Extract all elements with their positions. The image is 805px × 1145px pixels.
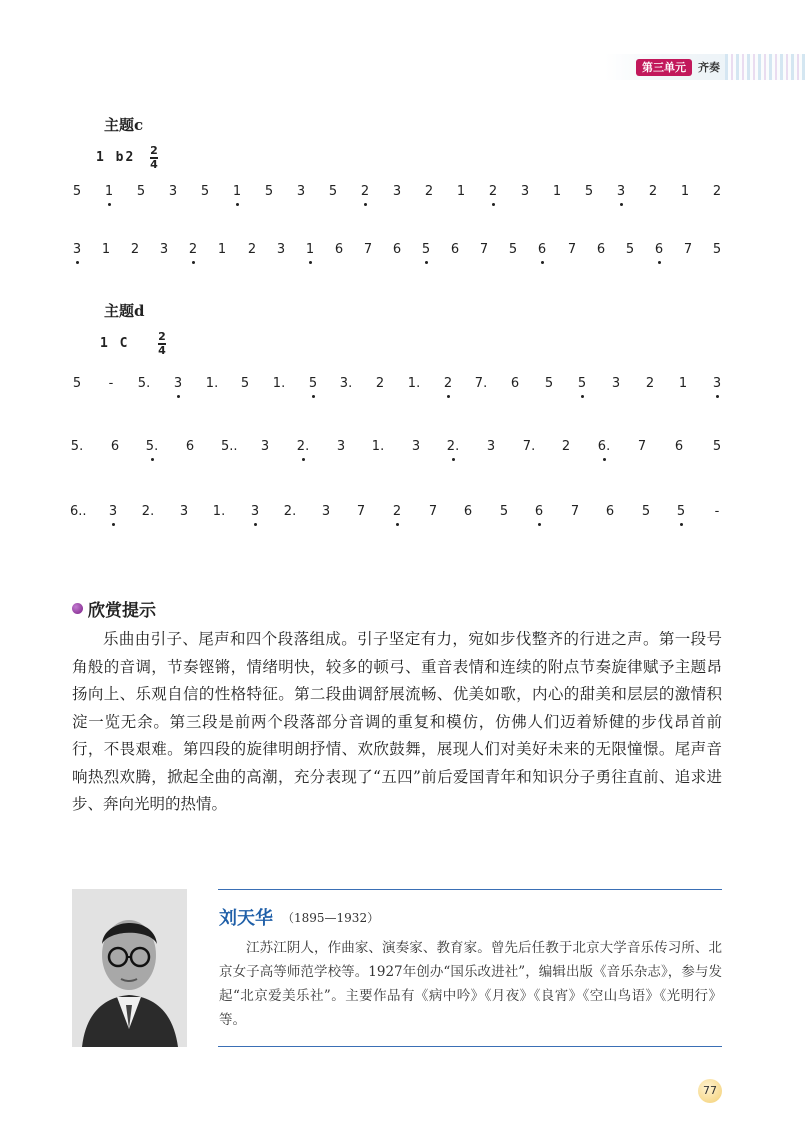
notation-note: 6 [674, 439, 684, 454]
stave-3 [70, 375, 720, 415]
notation-note: 3 [248, 503, 262, 521]
low-dot [680, 523, 683, 526]
stave-1 [70, 183, 720, 223]
low-dot [309, 261, 312, 264]
notation-note: 2 [441, 375, 455, 393]
notation-note: 3 [611, 376, 621, 391]
notation-note: 7 [570, 504, 580, 519]
notation-note: 5. [145, 438, 159, 456]
notation-note: 5 [72, 184, 82, 199]
notation-note: 3 [710, 375, 724, 393]
unit-name: 齐奏 [698, 61, 720, 74]
notation-note: 1 [217, 242, 227, 257]
notation-note: 1 [456, 184, 466, 199]
notation-note: 1. [407, 376, 421, 391]
notation-note: 6 [463, 504, 473, 519]
notation-note: 7 [637, 439, 647, 454]
notation-note: 6 [334, 242, 344, 257]
unit-badge: 第三单元 [636, 59, 692, 76]
notation-note: 1. [212, 504, 226, 519]
theme-c-meter: 2 4 [150, 144, 158, 171]
notation-note: 5 [240, 376, 250, 391]
notation-note: 6 [596, 242, 606, 257]
notation-note: 1. [371, 439, 385, 454]
notation-note: 6 [185, 439, 195, 454]
notation-note: 2 [648, 184, 658, 199]
notation-note: 6 [535, 241, 549, 259]
notation-note: 5 [712, 242, 722, 257]
notation-note: 2 [486, 183, 500, 201]
stave-4 [70, 438, 720, 478]
notation-note: 1 [678, 376, 688, 391]
notation-note: 7 [683, 242, 693, 257]
low-dot [108, 203, 111, 206]
notation-note: 3 [276, 242, 286, 257]
notation-note: 5 [712, 439, 722, 454]
header-stripes [725, 54, 805, 80]
low-dot [716, 395, 719, 398]
notation-note: 6 [652, 241, 666, 259]
notation-note: - [714, 504, 720, 519]
notation-note: 5 [508, 242, 518, 257]
notation-note: 6 [605, 504, 615, 519]
notation-note: 1 [552, 184, 562, 199]
low-dot [236, 203, 239, 206]
notation-note: 1 [303, 241, 317, 259]
low-dot [620, 203, 623, 206]
notation-note: 1. [272, 376, 286, 391]
notation-note: 5. [137, 376, 151, 391]
notation-note: 2 [645, 376, 655, 391]
notation-note: 2. [296, 438, 310, 456]
low-dot [364, 203, 367, 206]
notation-note: 1 [680, 184, 690, 199]
bullet-dot-icon [72, 603, 83, 614]
notation-note: 5 [200, 184, 210, 199]
notation-note: 7 [363, 242, 373, 257]
low-dot [151, 458, 154, 461]
notation-note: 6.. [70, 504, 87, 519]
card-top-rule [218, 889, 722, 890]
notation-note: 2. [283, 504, 297, 519]
notation-note: 7 [428, 504, 438, 519]
low-dot [541, 261, 544, 264]
notation-note: 7 [567, 242, 577, 257]
low-dot [425, 261, 428, 264]
notation-note: 5 [499, 504, 509, 519]
composer-name: 刘天华 [219, 908, 273, 929]
portrait-image [72, 889, 187, 1047]
low-dot [658, 261, 661, 264]
stave-2 [70, 241, 720, 281]
low-dot [396, 523, 399, 526]
appreciation-heading-text: 欣赏提示 [88, 601, 156, 621]
notation-note: 3 [321, 504, 331, 519]
notation-note: 2. [141, 504, 155, 519]
notation-note: 1 [230, 183, 244, 201]
notation-note: 5 [625, 242, 635, 257]
low-dot [492, 203, 495, 206]
card-bottom-rule [218, 1046, 722, 1047]
notation-note: 6 [510, 376, 520, 391]
low-dot [112, 523, 115, 526]
notation-note: 3 [106, 503, 120, 521]
low-dot [312, 395, 315, 398]
composer-years: （1895—1932） [282, 911, 380, 925]
notation-note: 5 [306, 375, 320, 393]
notation-note: - [108, 376, 114, 391]
notation-note: 2 [375, 376, 385, 391]
notation-note: 3 [168, 184, 178, 199]
notation-note: 6 [532, 503, 546, 521]
notation-note: 5.. [221, 439, 238, 454]
notation-note: 3 [171, 375, 185, 393]
composer-portrait [72, 889, 187, 1047]
low-dot [447, 395, 450, 398]
notation-note: 5 [72, 376, 82, 391]
theme-d-meter: 2 4 [158, 330, 166, 357]
low-dot [452, 458, 455, 461]
notation-note: 3. [339, 376, 353, 391]
low-dot [538, 523, 541, 526]
theme-c-title: 主题c [104, 116, 144, 134]
low-dot [177, 395, 180, 398]
notation-note: 2 [358, 183, 372, 201]
notation-note: 2 [561, 439, 571, 454]
composer-description: 江苏江阴人，作曲家、演奏家、教育家。曾先后任教于北京大学音乐传习所、北京女子高等师范学校等。1927年创办“国乐改进社”，编辑出版《音乐杂志》，参与发起“北京爱美乐社”。主要作品有《病中吟》《月夜》《良宵》《空山鸟语》《光明行》等。 [219, 940, 722, 1028]
notation-note: 2 [247, 242, 257, 257]
theme-d-key: 1 C [100, 336, 130, 351]
notation-note: 6 [110, 439, 120, 454]
notation-note: 3 [520, 184, 530, 199]
notation-note: 5 [544, 376, 554, 391]
notation-note: 5 [264, 184, 274, 199]
low-dot [302, 458, 305, 461]
notation-note: 2 [712, 184, 722, 199]
low-dot [192, 261, 195, 264]
theme-d-title: 主题d [104, 302, 145, 320]
notation-note: 5. [70, 439, 84, 454]
notation-note: 3 [260, 439, 270, 454]
notation-note: 1 [101, 242, 111, 257]
notation-note: 1 [102, 183, 116, 201]
notation-note: 3 [296, 184, 306, 199]
notation-note: 5 [328, 184, 338, 199]
notation-note: 2 [390, 503, 404, 521]
notation-note: 5 [575, 375, 589, 393]
notation-note: 7. [474, 376, 488, 391]
notation-note: 3 [179, 504, 189, 519]
low-dot [581, 395, 584, 398]
notation-note: 3 [411, 439, 421, 454]
low-dot [76, 261, 79, 264]
stave-5 [70, 503, 720, 543]
notation-note: 6 [450, 242, 460, 257]
notation-note: 3 [159, 242, 169, 257]
low-dot [603, 458, 606, 461]
notation-note: 3 [70, 241, 84, 259]
notation-note: 2 [130, 242, 140, 257]
page-number: 77 [698, 1079, 722, 1103]
notation-note: 5 [674, 503, 688, 521]
low-dot [254, 523, 257, 526]
notation-note: 2 [424, 184, 434, 199]
notation-note: 3 [392, 184, 402, 199]
notation-note: 3 [486, 439, 496, 454]
notation-note: 5 [419, 241, 433, 259]
theme-c-key: 1 b2 [96, 150, 136, 165]
notation-note: 2. [446, 438, 460, 456]
notation-note: 7. [522, 439, 536, 454]
notation-note: 5 [641, 504, 651, 519]
notation-note: 5 [584, 184, 594, 199]
appreciation-heading [72, 596, 156, 621]
notation-note: 2 [186, 241, 200, 259]
appreciation-text: 乐曲由引子、尾声和四个段落组成。引子坚定有力，宛如步伐整齐的行进之声。第一段号角般的音调，节奏铿锵，情绪明快，较多的顿弓、重音表情和连续的附点节奏旋律赋予主题昂扬向上、乐观自信的性格特征。第二段曲调舒展流畅、优美如歌，内心的甜美和层层的激情积淀一览无余。第三段是前两个段落部分音调的重复和模仿，仿佛人们迈着矫健的步伐昂首前行，不畏艰难。第四段的旋律明朗抒情、欢欣鼓舞，展现人们对美好未来的无限憧憬。尾声音响热烈欢腾，掀起全曲的高潮，充分表现了“五四”前后爱国青年和知识分子勇往直前、追求进步、奔向光明的热情。 [72, 630, 722, 813]
notation-note: 6. [597, 438, 611, 456]
notation-note: 7 [356, 504, 366, 519]
notation-note: 3 [336, 439, 346, 454]
notation-note: 5 [136, 184, 146, 199]
notation-note: 7 [479, 242, 489, 257]
notation-note: 3 [614, 183, 628, 201]
notation-note: 1. [205, 376, 219, 391]
notation-note: 6 [392, 242, 402, 257]
